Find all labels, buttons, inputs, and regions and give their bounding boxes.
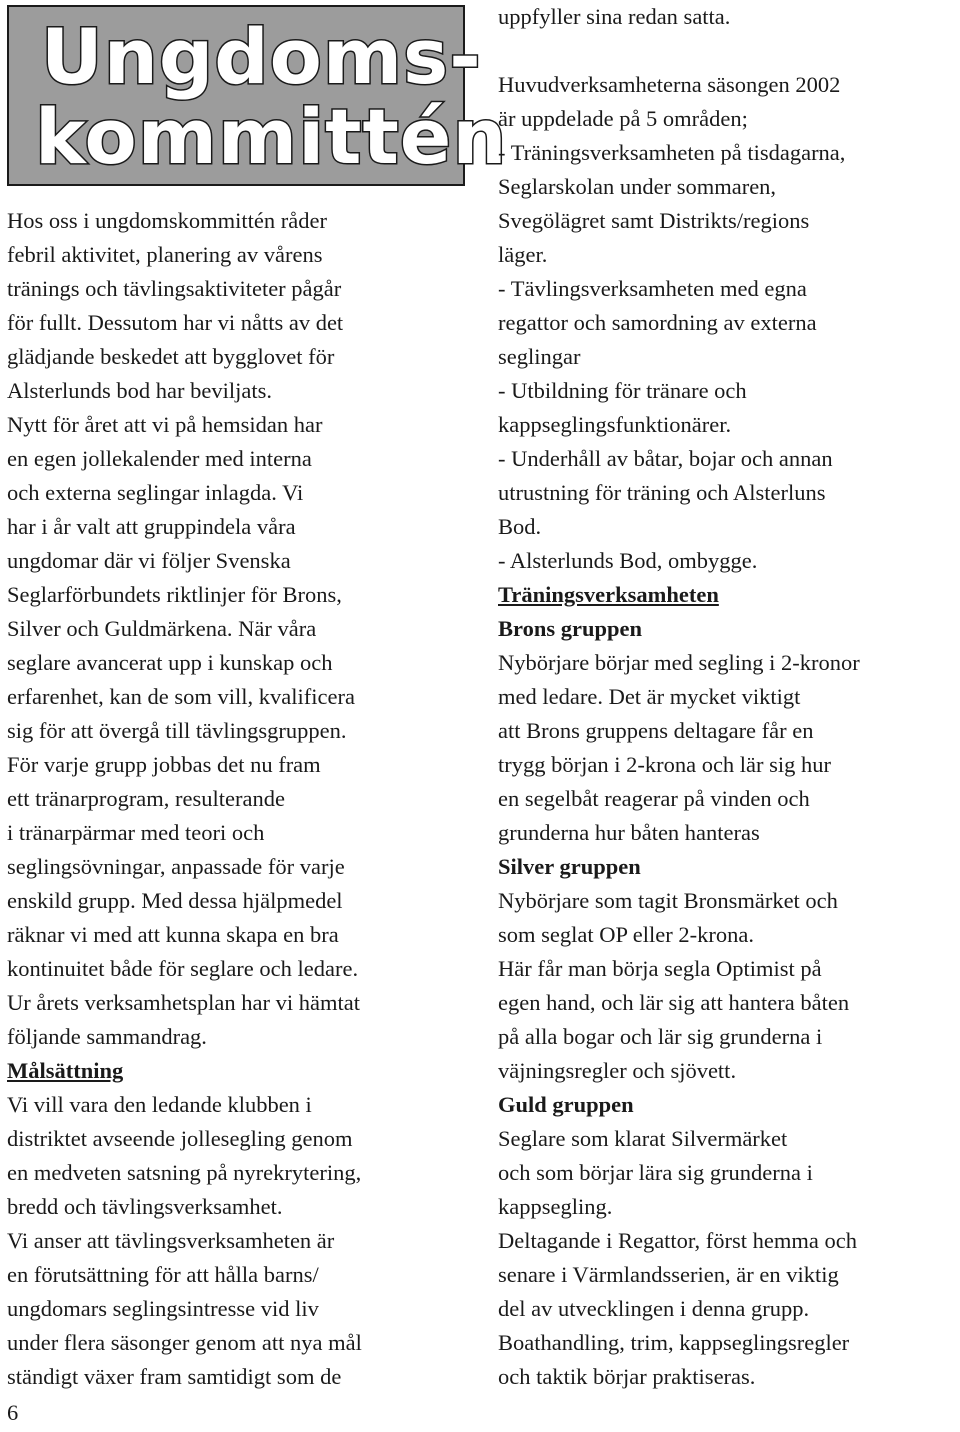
text-line: Svegölägret samt Distrikts/regions [498,208,810,233]
text-line: Nytt för året att vi på hemsidan har [7,412,323,437]
text-line: Vi anser att tävlingsverksamheten är [7,1228,335,1253]
title-box [7,5,508,186]
text-line: - Utbildning för tränare och [498,378,747,403]
section-heading: Träningsverksamheten [498,582,719,607]
text-line: Bod. [498,514,542,539]
text-line: ständigt växer fram samtidigt som de [7,1364,342,1389]
text-line: bredd och tävlingsverksamhet. [7,1194,283,1219]
text-line: Silver och Guldmärkena. När våra [7,616,317,641]
text-line: som seglat OP eller 2-krona. [498,922,754,947]
text-line: väjningsregler och sjövett. [498,1058,737,1083]
page-number: 6 [7,1400,19,1425]
text-line [498,34,960,68]
text-line: kontinuitet både för seglare och ledare. [7,956,359,981]
text-line: - Alsterlunds Bod, ombygge. [498,548,758,573]
text-line: glädjande beskedet att bygglovet för [7,344,335,369]
text-line: Nybörjare börjar med segling i 2-kronor [498,650,860,675]
text-line: - Underhåll av båtar, bojar och annan [498,446,833,471]
text-line: uppfyller sina redan satta. [498,4,731,29]
text-line: en segelbåt reagerar på vinden och [498,786,810,811]
text-line: Vi vill vara den ledande klubben i [7,1092,312,1117]
title-line-2: kommittén [35,92,508,181]
section-heading: Guld gruppen [498,1092,634,1117]
text-line: på alla bogar och lär sig grunderna i [498,1024,823,1049]
text-line: Deltagande i Regattor, först hemma och [498,1228,857,1253]
text-line: för fullt. Dessutom har vi nåtts av det [7,310,344,335]
text-line: senare i Värmlandsserien, är en viktig [498,1262,839,1287]
text-line: För varje grupp jobbas det nu fram [7,752,321,777]
text-line: tränings och tävlingsaktiviteter pågår [7,276,342,301]
text-line: har i år valt att gruppindela våra [7,514,296,539]
text-line: att Brons gruppens deltagare får en [498,718,814,743]
text-line: är uppdelade på 5 områden; [498,106,748,131]
text-line: en förutsättning för att hålla barns/ [7,1262,319,1287]
text-line: del av utvecklingen i denna grupp. [498,1296,810,1321]
left-column [7,204,467,1394]
text-line: Här får man börja segla Optimist på [498,956,822,981]
text-line: ungdomar där vi följer Svenska [7,548,291,573]
text-line: Seglare som klarat Silvermärket [498,1126,788,1151]
text-line: ungdomars seglingsintresse vid liv [7,1296,319,1321]
text-line: en medveten satsning på nyrekrytering, [7,1160,362,1185]
text-line: kappsegling. [498,1194,613,1219]
text-line: Seglarförbundets riktlinjer för Brons, [7,582,342,607]
text-line: Seglarskolan under sommaren, [498,174,777,199]
right-column [498,0,960,1394]
text-line: enskild grupp. Med dessa hjälpmedel [7,888,343,913]
text-line: trygg början i 2-krona och lär sig hur [498,752,832,777]
text-line: utrustning för träning och Alsterluns [498,480,826,505]
section-heading: Silver gruppen [498,854,641,879]
text-line: regattor och samordning av externa [498,310,817,335]
text-line: Boathandling, trim, kappseglingsregler [498,1330,850,1355]
text-line: en egen jollekalender med interna [7,446,312,471]
text-line: Nybörjare som tagit Bronsmärket och [498,888,838,913]
title-line-1: Ungdoms- [41,12,482,101]
text-line: egen hand, och lär sig att hantera båten [498,990,850,1015]
text-line: seglingar [498,344,581,369]
text-line: och taktik börjar praktiseras. [498,1364,756,1389]
section-heading: Målsättning [7,1058,124,1083]
text-line: läger. [498,242,548,267]
text-line: distriktet avseende jollesegling genom [7,1126,353,1151]
text-line: och externa seglingar inlagda. Vi [7,480,304,505]
text-line: grunderna hur båten hanteras [498,820,760,845]
text-line: - Träningsverksamheten på tisdagarna, [498,140,846,165]
text-line: febril aktivitet, planering av vårens [7,242,323,267]
text-line: kappseglingsfunktionärer. [498,412,732,437]
text-line: och som börjar lära sig grunderna i [498,1160,813,1185]
text-line: Hos oss i ungdomskommittén råder [7,208,327,233]
text-line: sig för att övergå till tävlingsgruppen. [7,718,347,743]
text-line: seglare avancerat upp i kunskap och [7,650,333,675]
text-line: ett tränarprogram, resulterande [7,786,285,811]
section-heading: Brons gruppen [498,616,643,641]
text-line: Ur årets verksamhetsplan har vi hämtat [7,990,361,1015]
text-line: - Tävlingsverksamheten med egna [498,276,807,301]
text-line: Huvudverksamheterna säsongen 2002 [498,72,841,97]
text-line: under flera säsonger genom att nya mål [7,1330,362,1355]
text-line: i tränarpärmar med teori och [7,820,265,845]
text-line: följande sammandrag. [7,1024,207,1049]
text-line: Alsterlunds bod har beviljats. [7,378,272,403]
text-line: seglingsövningar, anpassade för varje [7,854,345,879]
text-line: erfarenhet, kan de som vill, kvalificera [7,684,355,709]
text-line: räknar vi med att kunna skapa en bra [7,922,339,947]
text-line: med ledare. Det är mycket viktigt [498,684,801,709]
